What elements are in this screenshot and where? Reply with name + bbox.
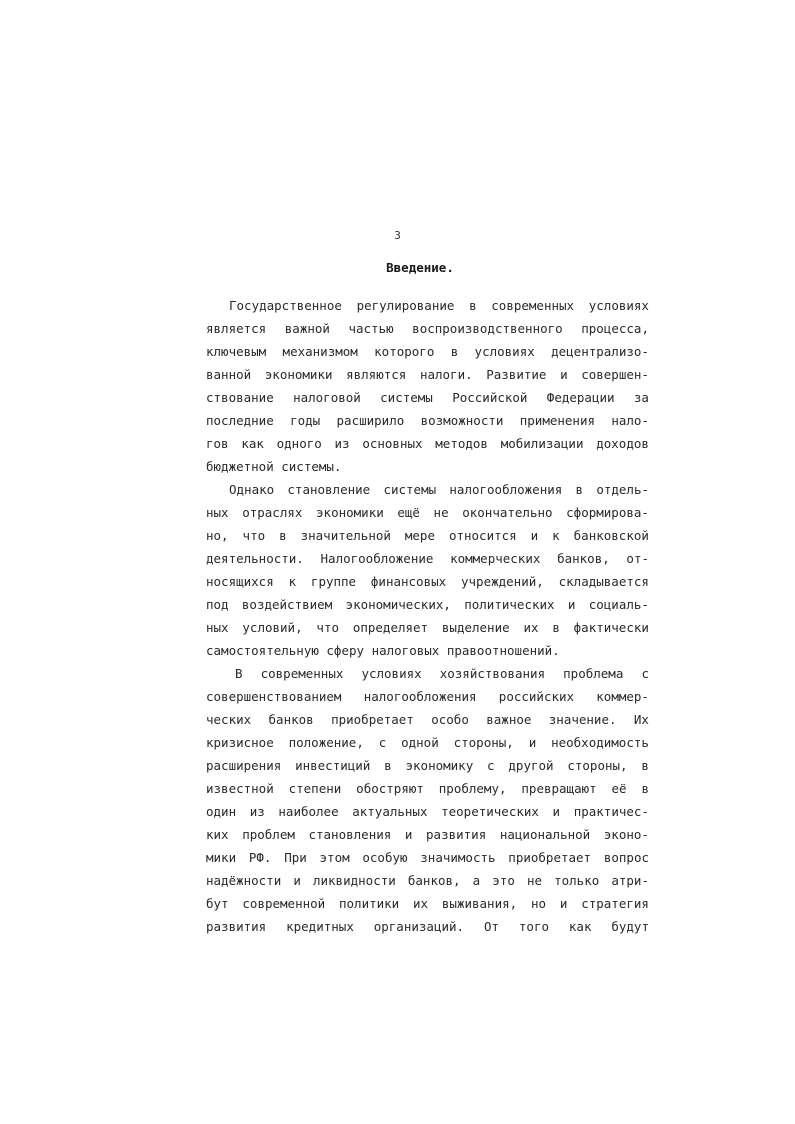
text-line: ческих банков приобретает особо важное значение. Их <box>206 712 649 727</box>
text-line: В современных условиях хозяйствования проблема с <box>235 666 649 681</box>
text-line: Государственное регулирование в современных условиях <box>229 298 649 313</box>
text-line: надёжности и ликвидности банков, а это не только атри- <box>206 873 649 888</box>
text-line: ствование налоговой системы Российской Федерации за <box>206 390 649 405</box>
text-line: расширения инвестиций в экономику с другой стороны, в <box>206 758 649 773</box>
body-text <box>206 294 649 938</box>
text-line: самостоятельную сферу налоговых правоотношений. <box>206 643 560 658</box>
text-line: ключевым механизмом которого в условиях децентрализо- <box>206 344 649 359</box>
text-line: ких проблем становления и развития национальной эконо- <box>206 827 649 842</box>
text-line: последние годы расширило возможности применения нало- <box>206 413 649 428</box>
text-line: ванной экономики являются налоги. Развитие и совершен- <box>206 367 649 382</box>
text-line: гов как одного из основных методов мобилизации доходов <box>206 436 649 451</box>
section-heading: Введение. <box>386 260 454 275</box>
text-line: один из наиболее актуальных теоретических и практичес- <box>206 804 649 819</box>
text-line: совершенствованием налогообложения российских коммер- <box>206 689 649 704</box>
paragraph-2 <box>206 478 649 662</box>
text-line: известной степени обостряют проблему, превращают её в <box>206 781 649 796</box>
text-line: бюджетной системы. <box>206 459 342 474</box>
text-line: ных условий, что определяет выделение их в фактически <box>206 620 649 635</box>
text-line: Однако становление системы налогообложения в отдель- <box>229 482 649 497</box>
paragraph-3 <box>206 662 649 938</box>
text-line: развития кредитных организаций. От того как будут <box>206 919 649 934</box>
text-line: кризисное положение, с одной стороны, и необходимость <box>206 735 649 750</box>
text-line: мики РФ. При этом особую значимость приобретает вопрос <box>206 850 649 865</box>
paragraph-1 <box>206 294 649 478</box>
text-line: бут современной политики их выживания, но и стратегия <box>206 896 649 911</box>
text-line: деятельности. Налогообложение коммерческих банков, от- <box>206 551 649 566</box>
text-line: под воздействием экономических, политических и социаль- <box>206 597 649 612</box>
text-line: носящихся к группе финансовых учреждений, складывается <box>206 574 649 589</box>
text-line: является важной частью воспроизводственного процесса, <box>206 321 649 336</box>
text-line: но, что в значительной мере относится и к банковской <box>206 528 649 543</box>
text-line: ных отраслях экономики ещё не окончательно сформирова- <box>206 505 649 520</box>
page-number: 3 <box>394 229 401 242</box>
